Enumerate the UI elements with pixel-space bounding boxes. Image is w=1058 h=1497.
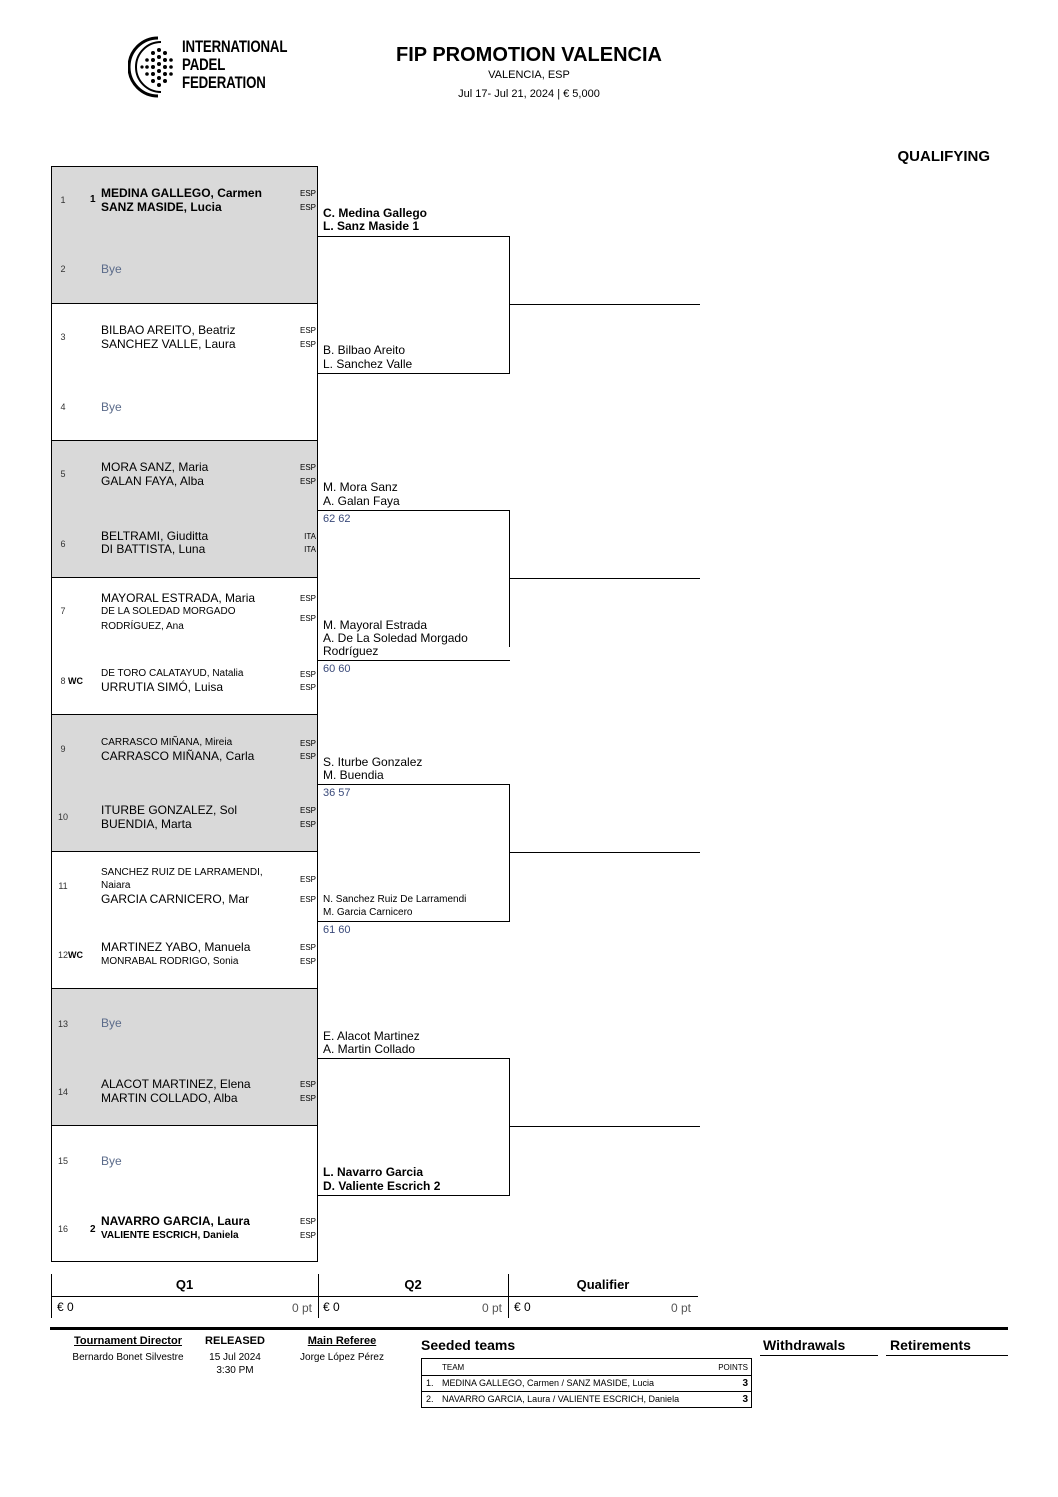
draw-position: 10 <box>57 812 68 822</box>
round-player: M. Buendia <box>323 768 384 782</box>
draw-position: 9 <box>60 744 66 754</box>
draw-position: 2 <box>60 264 66 274</box>
player-name: MAYORAL ESTRADA, Maria <box>101 591 256 605</box>
player-nationality: ESP <box>299 477 316 486</box>
divider <box>51 577 318 578</box>
seed-rank: 2. <box>426 1394 434 1404</box>
divider <box>51 988 318 989</box>
divider <box>51 1125 318 1126</box>
player-name: CARRASCO MIÑANA, Carla <box>101 749 255 763</box>
player-nationality: ESP <box>299 594 316 603</box>
player-nationality: ESP <box>299 189 316 198</box>
ranking-points: 0 pt <box>481 1301 502 1315</box>
table-header <box>422 1359 751 1376</box>
bracket-line <box>510 304 700 305</box>
points-column-header: POINTS <box>718 1363 748 1372</box>
released-label: RELEASED <box>205 1335 265 1347</box>
divider <box>51 303 318 304</box>
wildcard-badge: WC <box>68 950 83 960</box>
player-name: MORA SANZ, Maria <box>101 460 209 474</box>
draw-position: 14 <box>57 1087 68 1097</box>
ranking-points: 0 pt <box>670 1301 691 1315</box>
seeded-team: MEDINA GALLEGO, Carmen / SANZ MASIDE, Lucia <box>442 1378 655 1388</box>
player-nationality: ESP <box>299 1217 316 1226</box>
player-name: BELTRAMI, Giuditta <box>101 529 209 543</box>
bracket-line <box>318 373 510 374</box>
round-player: M. Mayoral Estrada <box>323 618 428 632</box>
withdrawals-rule <box>760 1355 878 1356</box>
draw-stage: QUALIFYING <box>897 148 990 165</box>
player-nationality: ESP <box>299 614 316 623</box>
player-nationality: ESP <box>299 957 316 966</box>
seed-number: 1 <box>90 194 96 205</box>
round-player: S. Iturbe Gonzalez <box>323 755 423 769</box>
player-name: DE TORO CALATAYUD, Natalia <box>101 668 244 679</box>
round-player: L. Navarro Garcia <box>323 1165 424 1179</box>
draw-position: 16 <box>57 1224 68 1234</box>
player-nationality: ESP <box>299 340 316 349</box>
player-name: MARTIN COLLADO, Alba <box>101 1091 238 1105</box>
player-name: MARTINEZ YABO, Manuela <box>101 940 251 954</box>
round-label-q1: Q1 <box>175 1277 194 1292</box>
seeded-team: NAVARRO GARCIA, Laura / VALIENTE ESCRICH, Daniela <box>442 1394 680 1404</box>
round-player: A. De La Soledad Morgado <box>323 631 468 645</box>
round-player: L. Sanchez Valle <box>323 357 413 371</box>
round-player: C. Medina Gallego <box>323 206 428 220</box>
player-nationality: ESP <box>299 683 316 692</box>
player-nationality: ESP <box>299 875 316 884</box>
player-nationality: ESP <box>299 1080 316 1089</box>
player-name: NAVARRO GARCIA, Laura <box>101 1214 250 1228</box>
round-player: Rodríguez <box>323 644 379 658</box>
bracket-line <box>318 1058 510 1059</box>
tournament-dates: Jul 17- Jul 21, 2024 | € 5,000 <box>458 88 600 100</box>
player-name: DI BATTISTA, Luna <box>101 542 206 556</box>
round-header-rule <box>51 1296 698 1297</box>
player-name: SANZ MASIDE, Lucia <box>101 200 222 214</box>
player-name: RODRÍGUEZ, Ana <box>101 621 184 632</box>
divider <box>51 714 318 715</box>
bracket-line <box>318 510 510 511</box>
player-nationality: ESP <box>299 943 316 952</box>
prize-money: € 0 <box>514 1300 531 1314</box>
director-name: Bernardo Bonet Silvestre <box>72 1352 184 1363</box>
seed-number: 2 <box>90 1224 96 1235</box>
bracket-line <box>510 1126 700 1127</box>
player-name: DE LA SOLEDAD MORGADO <box>101 606 236 617</box>
bye-label: Bye <box>101 1154 122 1168</box>
draw-position: 3 <box>60 332 66 342</box>
player-name: SANCHEZ RUIZ DE LARRAMENDI, <box>101 867 263 878</box>
seeded-teams-table <box>421 1358 752 1408</box>
withdrawals-title: Withdrawals <box>763 1337 846 1353</box>
bracket-line <box>318 784 510 785</box>
player-name: SANCHEZ VALLE, Laura <box>101 337 236 351</box>
player-name: URRUTIA SIMÓ, Luisa <box>101 680 224 694</box>
draw-position: 1 <box>60 195 66 205</box>
player-nationality: ESP <box>299 820 316 829</box>
round-player: D. Valiente Escrich 2 <box>323 1179 441 1193</box>
player-name: MONRABAL RODRIGO, Sonia <box>101 956 239 967</box>
player-nationality: ESP <box>299 203 316 212</box>
logo-line: FEDERATION <box>182 73 266 92</box>
player-name: Naiara <box>101 880 131 891</box>
match-score: 60 60 <box>323 663 351 675</box>
draw-position: 6 <box>60 539 66 549</box>
prize-money: € 0 <box>323 1300 340 1314</box>
bye-label: Bye <box>101 262 122 276</box>
table-row <box>422 1392 751 1407</box>
referee-label: Main Referee <box>307 1335 377 1347</box>
player-name: VALIENTE ESCRICH, Daniela <box>101 1230 239 1241</box>
draw-position: 15 <box>57 1156 68 1166</box>
match-score: 62 62 <box>323 513 351 525</box>
draw-position: 13 <box>57 1019 68 1029</box>
player-nationality: ESP <box>299 463 316 472</box>
player-name: ITURBE GONZALEZ, Sol <box>101 803 238 817</box>
logo-wordmark <box>182 38 287 92</box>
player-nationality: ESP <box>299 670 316 679</box>
draw-position: 11 <box>58 881 68 891</box>
retirements-title: Retirements <box>890 1337 971 1353</box>
director-label: Tournament Director <box>74 1335 182 1347</box>
player-name: BUENDIA, Marta <box>101 817 192 831</box>
round-player: M. Garcia Carnicero <box>323 907 413 918</box>
player-nationality: ESP <box>299 739 316 748</box>
logo-line: INTERNATIONAL <box>182 37 288 56</box>
seeded-points: 3 <box>742 1394 748 1405</box>
seeded-teams-title: Seeded teams <box>421 1337 516 1353</box>
bye-label: Bye <box>101 400 122 414</box>
round-label-q2: Q2 <box>404 1277 422 1292</box>
bracket-line <box>510 852 700 853</box>
footer-rule <box>50 1327 1008 1330</box>
round-player: E. Alacot Martinez <box>323 1029 420 1043</box>
round-player: A. Galan Faya <box>323 494 400 508</box>
player-name: BILBAO AREITO, Beatriz <box>101 323 236 337</box>
round-player: L. Sanz Maside 1 <box>323 219 420 233</box>
ranking-points: 0 pt <box>291 1301 312 1315</box>
round-player: B. Bilbao Areito <box>323 343 406 357</box>
player-nationality: ESP <box>299 326 316 335</box>
prize-money: € 0 <box>57 1300 74 1314</box>
round-player: M. Mora Sanz <box>323 480 398 494</box>
retirements-rule <box>886 1355 1008 1356</box>
bracket-line <box>318 921 510 922</box>
round-player: A. Martin Collado <box>323 1042 416 1056</box>
tournament-location: VALENCIA, ESP <box>488 69 570 81</box>
player-name: GARCIA CARNICERO, Mar <box>101 892 250 906</box>
seeded-points: 3 <box>742 1378 748 1389</box>
player-nationality: ESP <box>299 895 316 904</box>
draw-position: 7 <box>60 606 66 616</box>
player-nationality: ESP <box>299 752 316 761</box>
released-date: 15 Jul 2024 <box>209 1352 261 1363</box>
player-name: ALACOT MARTINEZ, Elena <box>101 1077 251 1091</box>
logo-line: PADEL <box>182 55 226 74</box>
round-label-qualifier: Qualifier <box>576 1277 630 1292</box>
match-score: 61 60 <box>323 924 351 936</box>
wildcard-badge: WC <box>68 676 83 686</box>
draw-position: 12 <box>57 950 68 960</box>
player-name: GALAN FAYA, Alba <box>101 474 204 488</box>
round-player: N. Sanchez Ruiz De Larramendi <box>323 894 467 905</box>
table-row <box>422 1376 751 1392</box>
bracket-line <box>318 236 510 237</box>
draw-position: 8 <box>60 676 66 686</box>
draw-position: 4 <box>60 402 66 412</box>
referee-name: Jorge López Pérez <box>300 1352 384 1363</box>
bracket-line <box>510 578 700 579</box>
match-score: 36 57 <box>323 787 351 799</box>
draw-position: 5 <box>60 469 66 479</box>
divider <box>51 440 318 441</box>
player-nationality: ESP <box>299 1094 316 1103</box>
player-nationality: ESP <box>299 806 316 815</box>
player-name: CARRASCO MIÑANA, Mireia <box>101 737 233 748</box>
player-nationality: ITA <box>304 545 316 554</box>
tournament-title: FIP PROMOTION VALENCIA <box>396 44 662 66</box>
player-nationality: ESP <box>299 1231 316 1240</box>
player-nationality: ITA <box>304 532 316 541</box>
released-time: 3:30 PM <box>216 1365 254 1376</box>
player-name: MEDINA GALLEGO, Carmen <box>101 186 262 200</box>
team-column-header: TEAM <box>442 1363 465 1372</box>
padel-ball-icon <box>128 36 182 98</box>
bracket-line <box>318 1195 510 1196</box>
bye-label: Bye <box>101 1016 122 1030</box>
seed-rank: 1. <box>426 1378 434 1388</box>
bracket-line <box>318 660 510 661</box>
divider <box>51 851 318 852</box>
